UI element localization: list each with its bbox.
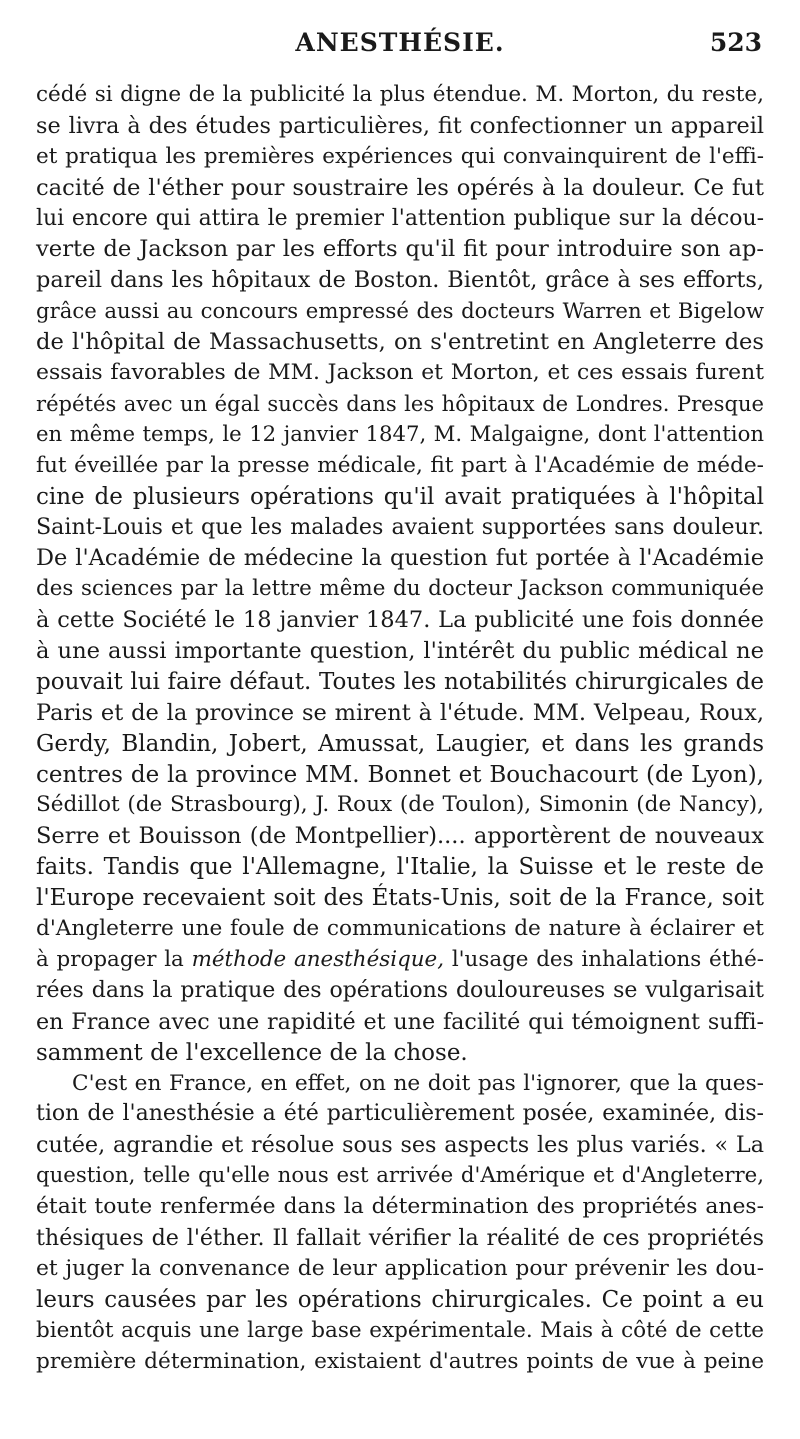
text-line: pareil dans les hôpitaux de Boston. Bientôt, grâce à ses efforts,	[36, 267, 764, 294]
text-line: grâce aussi au concours empressé des docteurs Warren et Bigelow	[36, 298, 764, 324]
text-line: lui encore qui attira le premier l'attention publique sur la décou-	[36, 205, 764, 231]
text-line: cacité de l'éther pour soustraire les opérés à la douleur. Ce fut	[36, 174, 764, 201]
text-line: C'est en France, en effet, on ne doit pas l'ignorer, que la ques-	[72, 1070, 764, 1096]
text-line: essais favorables de MM. Jackson et Morton, et ces essais furent	[36, 360, 764, 386]
text-line: cutée, agrandie et résolue sous ses aspects les plus variés. « La	[36, 1132, 764, 1159]
text-line: De l'Académie de médecine la question fut portée à l'Académie	[36, 545, 764, 572]
text-line: Saint-Louis et que les malades avaient supportées sans douleur.	[36, 514, 764, 541]
text-line: des sciences par la lettre même du docteur Jackson communiquée	[36, 576, 764, 602]
text-line: à cette Société le 18 janvier 1847. La publicité une fois donnée	[36, 607, 764, 634]
text-line-with-italic	[36, 945, 764, 976]
page-number: 523	[709, 28, 762, 57]
text-run: l'usage des inhalations éthé-	[444, 946, 764, 972]
text-line: verte de Jackson par les efforts qu'il fit pour introduire son ap-	[36, 236, 764, 263]
text-line: en France avec une rapidité et une facilité qui témoignent suffi-	[36, 1008, 764, 1035]
paragraph-1	[36, 80, 764, 1069]
text-line: pouvait lui faire défaut. Toutes les notabilités chirurgicales de	[36, 668, 764, 695]
text-line: centres de la province MM. Bonnet et Bouchacourt (de Lyon),	[36, 761, 764, 788]
text-line: Gerdy, Blandin, Jobert, Amussat, Laugier, et dans les grands	[36, 730, 764, 757]
text-line: et pratiqua les premières expériences qui convainquirent de l'effi-	[36, 143, 764, 169]
body-text	[36, 80, 764, 1377]
text-line: d'Angleterre une foule de communications de nature à éclairer et	[36, 916, 764, 942]
text-line: leurs causées par les opérations chirurgicales. Ce point a eu	[36, 1286, 764, 1313]
text-line: Paris et de la province se mirent à l'étude. MM. Velpeau, Roux,	[36, 699, 764, 726]
text-line: tion de l'anesthésie a été particulièrement posée, examinée, dis-	[36, 1101, 764, 1127]
text-line: Sédillot (de Strasbourg), J. Roux (de Toulon), Simonin (de Nancy),	[36, 792, 764, 818]
text-line: rées dans la pratique des opérations douloureuses se vulgarisait	[36, 977, 764, 1003]
text-line: à une aussi importante question, l'intérêt du public médical ne	[36, 638, 764, 665]
text-line: en même temps, le 12 janvier 1847, M. Malgaigne, dont l'attention	[36, 421, 764, 447]
text-line: répétés avec un égal succès dans les hôpitaux de Londres. Presque	[36, 390, 764, 416]
text-line: de l'hôpital de Massachusetts, on s'entretint en Angleterre des	[36, 329, 764, 356]
text-line: première détermination, existaient d'autres points de vue à peine	[36, 1348, 764, 1374]
running-title: ANESTHÉSIE.	[295, 28, 505, 57]
text-line: faits. Tandis que l'Allemagne, l'Italie, la Suisse et le reste de	[36, 854, 764, 881]
page-header	[0, 28, 800, 68]
text-line: et juger la convenance de leur application pour prévenir les dou-	[36, 1255, 764, 1281]
paragraph-2	[36, 1069, 764, 1378]
text-line: thésiques de l'éther. Il fallait vérifier la réalité de ces propriétés	[36, 1224, 764, 1251]
text-line: cédé si digne de la publicité la plus étendue. M. Morton, du reste,	[36, 82, 764, 107]
text-line: fut éveillée par la presse médicale, fit part à l'Académie de méde-	[36, 452, 764, 478]
italic-term: méthode anesthésique,	[191, 946, 445, 972]
text-line: Serre et Bouisson (de Montpellier).... apportèrent de nouveaux	[36, 823, 764, 850]
text-line: se livra à des études particulières, fit confectionner un appareil	[36, 112, 764, 139]
text-line: samment de l'excellence de la chose.	[36, 1039, 468, 1066]
text-line: l'Europe recevaient soit des États-Unis, soit de la France, soit	[36, 885, 764, 912]
text-line: question, telle qu'elle nous est arrivée d'Amérique et d'Angleterre,	[36, 1163, 764, 1189]
text-line: cine de plusieurs opérations qu'il avait pratiquées à l'hôpital	[36, 483, 764, 510]
text-run: à propager la	[36, 946, 192, 972]
text-line: était toute renfermée dans la détermination des propriétés anes-	[36, 1194, 764, 1220]
text-line: bientôt acquis une large base expérimentale. Mais à côté de cette	[36, 1317, 764, 1343]
